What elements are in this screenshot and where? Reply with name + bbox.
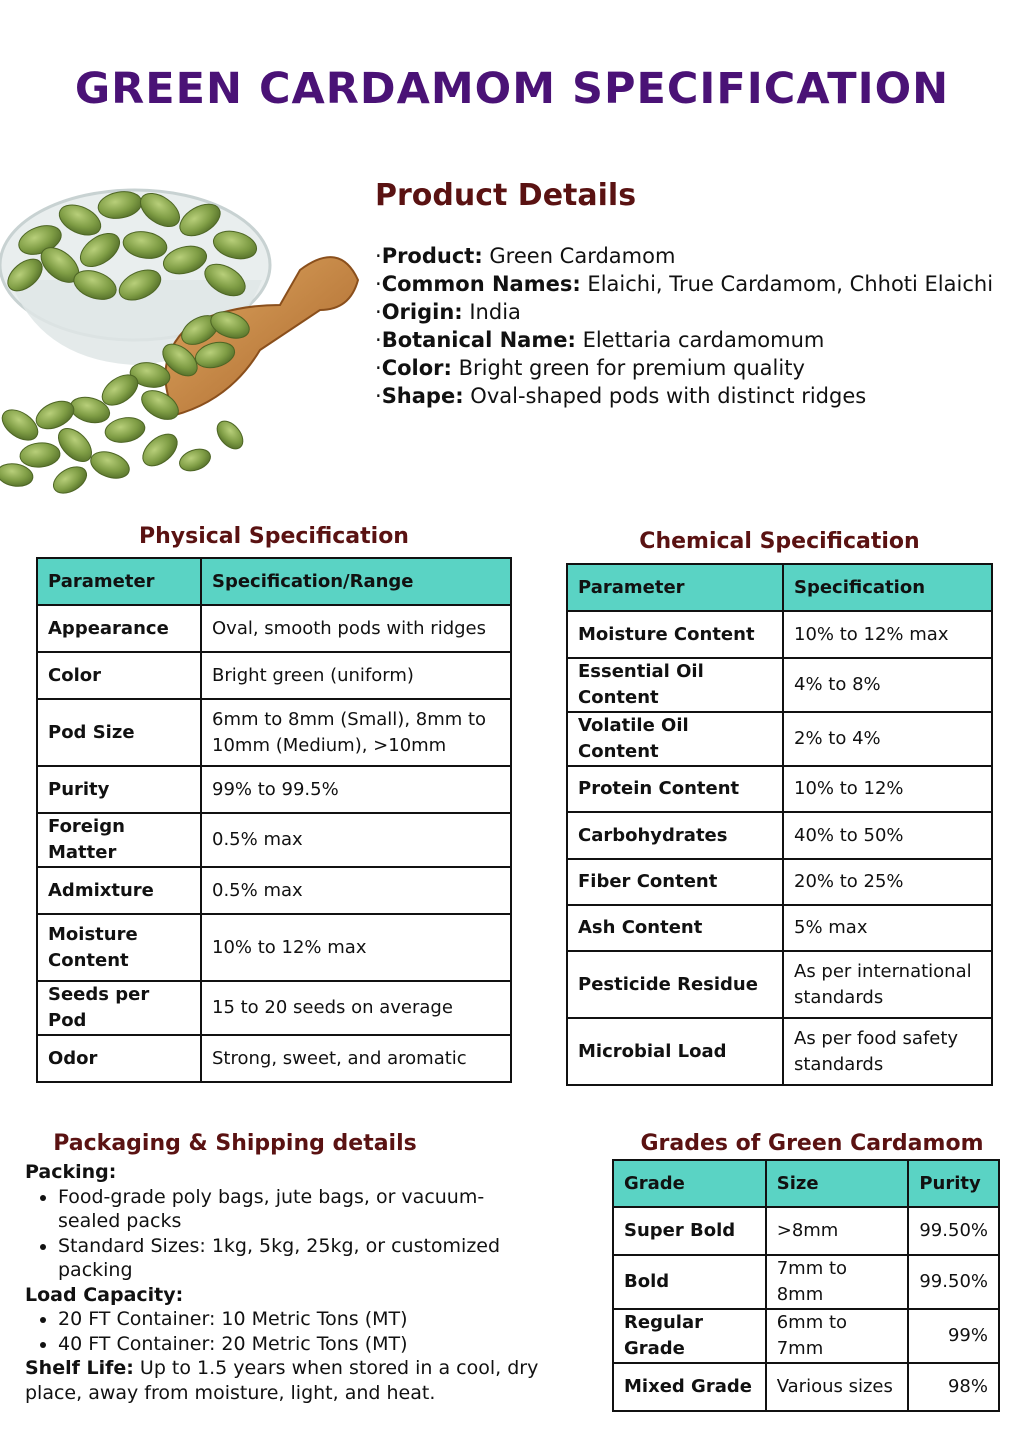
packaging-details	[25, 1160, 545, 1405]
table-row	[613, 1207, 999, 1255]
parameter-cell: Purity	[37, 766, 201, 813]
parameter-cell: Appearance	[37, 605, 201, 652]
grades-table	[612, 1159, 1000, 1412]
table-row	[613, 1309, 999, 1363]
shelf-life	[25, 1356, 545, 1405]
value-cell: 10% to 12%	[783, 766, 992, 812]
table-row	[37, 813, 511, 867]
grade-cell: Mixed Grade	[613, 1363, 766, 1411]
table-row	[37, 867, 511, 914]
parameter-cell: Moisture Content	[567, 611, 783, 658]
column-header: Size	[766, 1160, 909, 1207]
value-cell: 40% to 50%	[783, 812, 992, 859]
chemical-spec-heading: Chemical Specification	[639, 529, 920, 554]
value-cell: 15 to 20 seeds on average	[201, 981, 511, 1035]
value-cell: 2% to 4%	[783, 712, 992, 766]
parameter-cell: Foreign Matter	[37, 813, 201, 867]
shelf-life-value: Up to 1.5 years when stored in a cool, dry place, away from moisture, light, and heat.	[25, 1357, 539, 1404]
table-row	[613, 1363, 999, 1411]
table-row	[37, 605, 511, 652]
table-row	[567, 905, 992, 951]
parameter-cell: Protein Content	[567, 766, 783, 812]
parameter-cell: Admixture	[37, 867, 201, 914]
packaging-heading: Packaging & Shipping details	[53, 1131, 417, 1156]
value-cell: 99% to 99.5%	[201, 766, 511, 813]
table-row	[567, 766, 992, 812]
grade-cell: Bold	[613, 1255, 766, 1309]
product-detail-item: ·Shape: Oval-shaped pods with distinct ridges	[375, 384, 867, 408]
column-header: Parameter	[567, 564, 783, 611]
parameter-cell: Seeds per Pod	[37, 981, 201, 1035]
shelf-life-label: Shelf Life:	[25, 1357, 134, 1379]
column-header: Specification/Range	[201, 558, 511, 605]
product-detail-item: ·Color: Bright green for premium quality	[375, 356, 805, 380]
packing-label: Packing:	[25, 1161, 117, 1183]
value-cell: Oval, smooth pods with ridges	[201, 605, 511, 652]
table-row	[567, 1018, 992, 1085]
size-cell: >8mm	[766, 1207, 909, 1255]
column-header: Specification	[783, 564, 992, 611]
grades-heading: Grades of Green Cardamom	[640, 1131, 984, 1156]
value-cell: 20% to 25%	[783, 859, 992, 905]
size-cell: Various sizes	[766, 1363, 909, 1411]
purity-cell: 98%	[908, 1363, 999, 1411]
value-cell: 5% max	[783, 905, 992, 951]
list-item: • 40 FT Container: 20 Metric Tons (MT)	[58, 1332, 545, 1357]
value-cell: 10% to 12% max	[783, 611, 992, 658]
table-row	[567, 712, 992, 766]
parameter-cell: Moisture Content	[37, 914, 201, 981]
packing-list	[25, 1185, 545, 1283]
parameter-cell: Essential Oil Content	[567, 658, 783, 712]
table-row	[37, 981, 511, 1035]
table-header-row	[37, 558, 511, 605]
table-row	[37, 766, 511, 813]
value-cell: As per international standards	[783, 951, 992, 1018]
product-detail-item: ·Origin: India	[375, 300, 521, 324]
load-capacity-list	[25, 1307, 545, 1356]
cardamom-product-image	[0, 160, 370, 505]
chemical-spec-table	[566, 563, 993, 1086]
parameter-cell: Color	[37, 652, 201, 699]
purity-cell: 99%	[908, 1309, 999, 1363]
parameter-cell: Ash Content	[567, 905, 783, 951]
table-row	[567, 658, 992, 712]
parameter-cell: Pesticide Residue	[567, 951, 783, 1018]
parameter-cell: Fiber Content	[567, 859, 783, 905]
size-cell: 6mm to 7mm	[766, 1309, 909, 1363]
size-cell: 7mm to 8mm	[766, 1255, 909, 1309]
table-row	[567, 859, 992, 905]
load-capacity-label: Load Capacity:	[25, 1283, 184, 1306]
product-details-list	[375, 242, 1020, 410]
table-row	[37, 652, 511, 699]
table-row	[37, 699, 511, 766]
table-row	[567, 951, 992, 1018]
product-detail-item: ·Botanical Name: Elettaria cardamomum	[375, 328, 825, 352]
grade-cell: Regular Grade	[613, 1309, 766, 1363]
table-row	[567, 812, 992, 859]
parameter-cell: Microbial Load	[567, 1018, 783, 1085]
table-row	[37, 1035, 511, 1082]
column-header: Parameter	[37, 558, 201, 605]
value-cell: As per food safety standards	[783, 1018, 992, 1085]
product-details-heading: Product Details	[375, 178, 637, 213]
value-cell: 0.5% max	[201, 867, 511, 914]
parameter-cell: Pod Size	[37, 699, 201, 766]
list-item: • Standard Sizes: 1kg, 5kg, 25kg, or customized packing	[58, 1234, 545, 1283]
value-cell: 10% to 12% max	[201, 914, 511, 981]
table-row	[37, 914, 511, 981]
value-cell: 6mm to 8mm (Small), 8mm to 10mm (Medium), >10mm	[201, 699, 511, 766]
product-detail-item: ·Common Names: Elaichi, True Cardamom, Chhoti Elaichi	[375, 272, 994, 296]
parameter-cell: Carbohydrates	[567, 812, 783, 859]
purity-cell: 99.50%	[908, 1255, 999, 1309]
parameter-cell: Volatile Oil Content	[567, 712, 783, 766]
product-detail-item: ·Product: Green Cardamom	[375, 244, 676, 268]
parameter-cell: Odor	[37, 1035, 201, 1082]
physical-spec-heading: Physical Specification	[139, 524, 409, 549]
page-title: GREEN CARDAMOM SPECIFICATION	[74, 64, 950, 114]
value-cell: Strong, sweet, and aromatic	[201, 1035, 511, 1082]
list-item: • Food-grade poly bags, jute bags, or vacuum-sealed packs	[58, 1185, 545, 1234]
physical-spec-table	[36, 557, 512, 1083]
column-header: Grade	[613, 1160, 766, 1207]
purity-cell: 99.50%	[908, 1207, 999, 1255]
value-cell: 0.5% max	[201, 813, 511, 867]
grade-cell: Super Bold	[613, 1207, 766, 1255]
table-row	[567, 611, 992, 658]
value-cell: 4% to 8%	[783, 658, 992, 712]
table-row	[613, 1255, 999, 1309]
column-header: Purity	[908, 1160, 999, 1207]
list-item: • 20 FT Container: 10 Metric Tons (MT)	[58, 1307, 545, 1332]
value-cell: Bright green (uniform)	[201, 652, 511, 699]
table-header-row	[567, 564, 992, 611]
table-header-row	[613, 1160, 999, 1207]
